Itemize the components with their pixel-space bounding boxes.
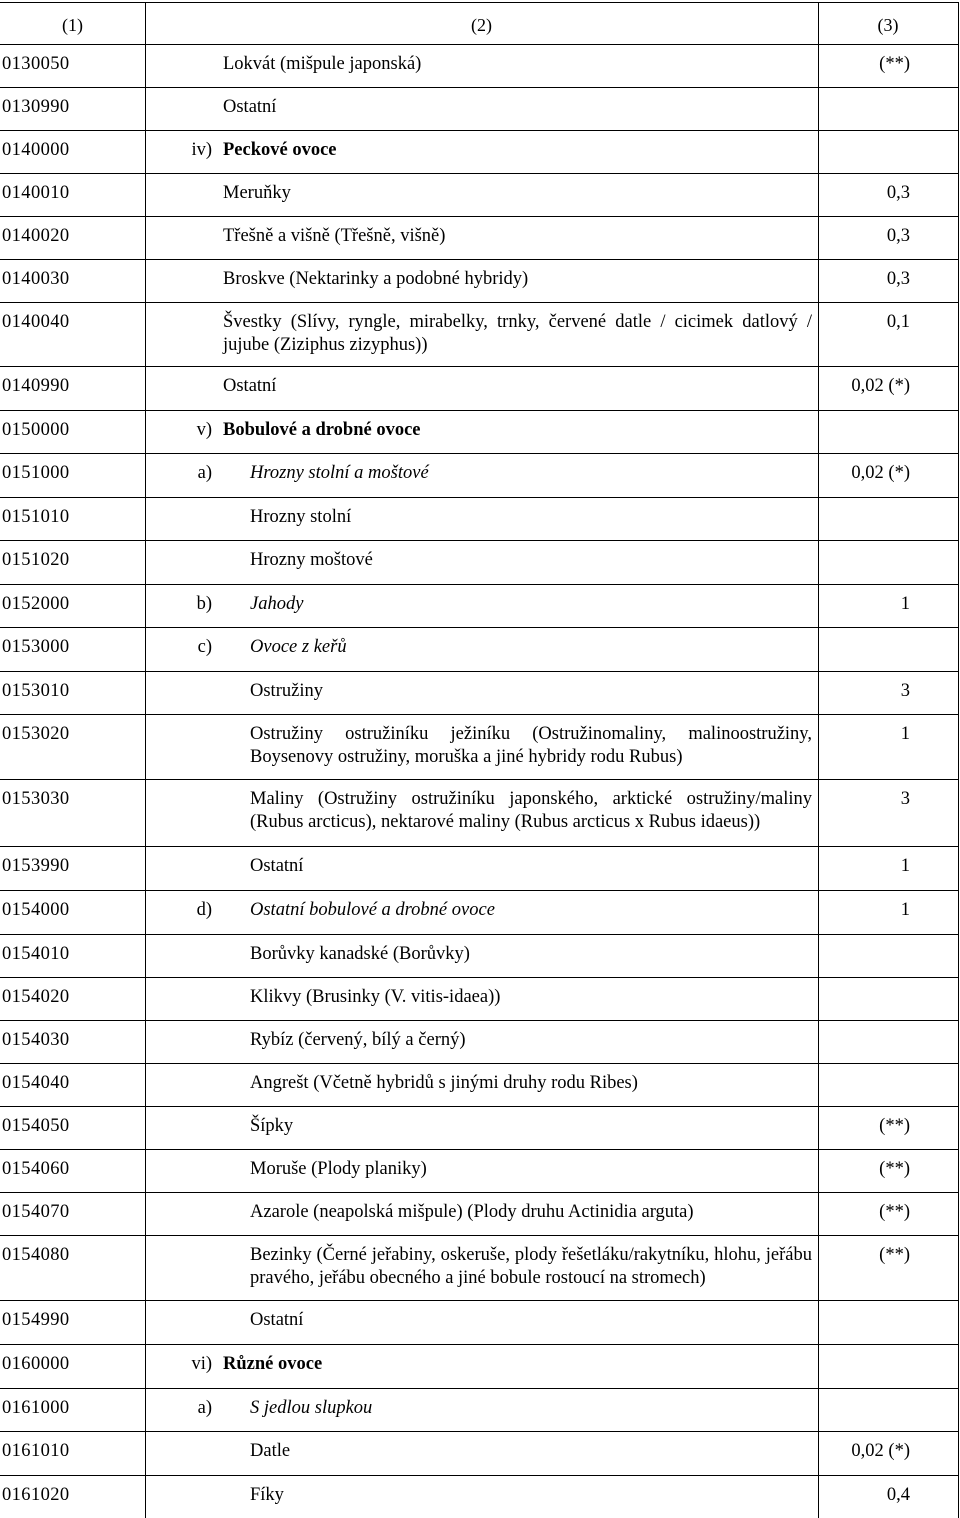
row-code: 0160000: [2, 1354, 70, 1374]
row-divider: [0, 584, 958, 585]
row-code: 0161020: [2, 1485, 70, 1505]
row-divider: [0, 497, 958, 498]
row-divider: [0, 1192, 958, 1193]
row-marker: a): [197, 463, 212, 483]
row-divider: [0, 1388, 958, 1389]
row-code: 0154000: [2, 900, 70, 920]
column-divider: [145, 2, 146, 1518]
row-description: Ostatní: [250, 1310, 304, 1330]
row-code: 0154030: [2, 1030, 70, 1050]
row-value: 1: [900, 594, 910, 614]
row-divider: [0, 44, 958, 45]
row-description: Jahody: [250, 594, 304, 614]
row-marker: b): [196, 594, 212, 614]
row-divider: [0, 934, 958, 935]
row-description: Ostatní: [223, 376, 277, 396]
row-value: 0,02 (*): [851, 376, 910, 396]
row-value: 0,4: [886, 1485, 910, 1505]
row-code: 0154050: [2, 1116, 70, 1136]
row-description: Maliny (Ostružiny ostružiníku japonského, arktické ostružiny/maliny (Rubus arcticus), nektarové maliny (Rubus arcticus x Rubus idaeus)): [250, 789, 812, 832]
row-code: 0140020: [2, 226, 70, 246]
row-code: 0153010: [2, 681, 70, 701]
row-code: 0153990: [2, 856, 70, 876]
row-description: Fíky: [250, 1485, 284, 1505]
row-divider: [0, 366, 958, 367]
column-divider: [818, 2, 819, 1518]
row-divider: [0, 130, 958, 131]
row-code: 0153020: [2, 724, 70, 744]
column-header-3: (3): [877, 15, 899, 35]
row-divider: [0, 453, 958, 454]
row-divider: [0, 410, 958, 411]
row-value: 0,1: [886, 312, 910, 332]
row-marker: c): [197, 637, 212, 657]
row-code: 0154060: [2, 1159, 70, 1179]
row-value: 0,3: [886, 183, 910, 203]
row-value: 1: [900, 856, 910, 876]
row-code: 0130050: [2, 54, 70, 74]
row-code: 0151010: [2, 507, 70, 527]
row-divider: [0, 540, 958, 541]
row-divider: [0, 302, 958, 303]
row-description: Různé ovoce: [223, 1354, 323, 1374]
row-value: (**): [879, 1245, 910, 1265]
row-description: Třešně a višně (Třešně, višně): [223, 226, 446, 246]
row-code: 0140040: [2, 312, 70, 332]
row-code: 0154010: [2, 944, 70, 964]
row-code: 0161000: [2, 1398, 70, 1418]
row-description: Azarole (neapolská mišpule) (Plody druhu Actinidia arguta): [250, 1202, 694, 1222]
row-description: Hrozny moštové: [250, 550, 373, 570]
row-code: 0130990: [2, 97, 70, 117]
row-divider: [0, 1431, 958, 1432]
row-description: Ostatní: [250, 856, 304, 876]
row-description: Peckové ovoce: [223, 140, 337, 160]
row-divider: [0, 1020, 958, 1021]
row-divider: [0, 846, 958, 847]
row-description: Švestky (Slívy, ryngle, mirabelky, trnky, červené datle / cicimek datlový / jujube (Ziziphus zizyphus)): [223, 312, 812, 355]
row-divider: [0, 671, 958, 672]
row-value: 0,02 (*): [851, 463, 910, 483]
row-divider: [0, 259, 958, 260]
row-description: Meruňky: [223, 183, 291, 203]
row-value: 0,3: [886, 226, 910, 246]
row-value: 3: [900, 789, 910, 809]
row-code: 0161010: [2, 1441, 70, 1461]
row-value: 1: [900, 724, 910, 744]
row-code: 0140010: [2, 183, 70, 203]
row-value: 3: [900, 681, 910, 701]
row-code: 0153000: [2, 637, 70, 657]
row-description: Borůvky kanadské (Borůvky): [250, 944, 470, 964]
row-code: 0140990: [2, 376, 70, 396]
row-value: 0,3: [886, 269, 910, 289]
row-divider: [0, 1106, 958, 1107]
row-divider: [0, 1235, 958, 1236]
row-description: Ostatní bobulové a drobné ovoce: [250, 900, 495, 920]
row-code: 0140030: [2, 269, 70, 289]
row-description: Angrešt (Včetně hybridů s jinými druhy rodu Ribes): [250, 1073, 638, 1093]
column-header-1: (1): [62, 15, 83, 35]
row-marker: iv): [191, 140, 212, 160]
row-divider: [0, 1344, 958, 1345]
row-code: 0150000: [2, 420, 70, 440]
row-code: 0154080: [2, 1245, 70, 1265]
table-top-border: [0, 2, 958, 3]
row-description: Moruše (Plody planiky): [250, 1159, 427, 1179]
row-description: Ovoce z keřů: [250, 637, 347, 657]
row-divider: [0, 890, 958, 891]
row-description: Ostružiny ostružiníku ježiníku (Ostružinomaliny, malinoostružiny, Boysenovy ostružiny, moruška a jiné hybridy rodu Rubus): [250, 724, 812, 767]
row-code: 0152000: [2, 594, 70, 614]
row-description: Hrozny stolní: [250, 507, 352, 527]
row-divider: [0, 1063, 958, 1064]
row-marker: d): [196, 900, 212, 920]
row-code: 0140000: [2, 140, 70, 160]
row-description: Rybíz (červený, bílý a černý): [250, 1030, 466, 1050]
row-value: (**): [879, 1159, 910, 1179]
row-value: (**): [879, 1116, 910, 1136]
row-divider: [0, 627, 958, 628]
row-description: Bezinky (Černé jeřabiny, oskeruše, plody řešetláku/rakytníku, hlohu, jeřábu pravého, jeřábu obecného a jiné bobule rostoucí na stromech): [250, 1245, 812, 1288]
row-code: 0154990: [2, 1310, 70, 1330]
row-marker: v): [196, 420, 212, 440]
row-value: (**): [879, 54, 910, 74]
column-header-2: (2): [471, 15, 492, 35]
row-divider: [0, 173, 958, 174]
row-divider: [0, 87, 958, 88]
row-code: 0151020: [2, 550, 70, 570]
row-description: Datle: [250, 1441, 291, 1461]
row-description: Bobulové a drobné ovoce: [223, 420, 421, 440]
row-marker: vi): [191, 1354, 212, 1374]
row-description: Broskve (Nektarinky a podobné hybridy): [223, 269, 529, 289]
row-divider: [0, 1300, 958, 1301]
row-code: 0154020: [2, 987, 70, 1007]
row-value: 1: [900, 900, 910, 920]
row-description: Šípky: [250, 1116, 294, 1136]
row-description: Ostružiny: [250, 681, 323, 701]
row-value: (**): [879, 1202, 910, 1222]
row-divider: [0, 779, 958, 780]
row-code: 0154040: [2, 1073, 70, 1093]
row-description: S jedlou slupkou: [250, 1398, 373, 1418]
row-value: 0,02 (*): [851, 1441, 910, 1461]
table-right-border: [958, 2, 959, 1518]
row-code: 0154070: [2, 1202, 70, 1222]
row-marker: a): [197, 1398, 212, 1418]
row-description: Klikvy (Brusinky (V. vitis-idaea)): [250, 987, 501, 1007]
row-divider: [0, 714, 958, 715]
row-code: 0153030: [2, 789, 70, 809]
row-description: Hrozny stolní a moštové: [250, 463, 429, 483]
row-description: Ostatní: [223, 97, 277, 117]
row-code: 0151000: [2, 463, 70, 483]
row-divider: [0, 1149, 958, 1150]
row-divider: [0, 216, 958, 217]
row-divider: [0, 977, 958, 978]
row-description: Lokvát (mišpule japonská): [223, 54, 422, 74]
row-divider: [0, 1475, 958, 1476]
